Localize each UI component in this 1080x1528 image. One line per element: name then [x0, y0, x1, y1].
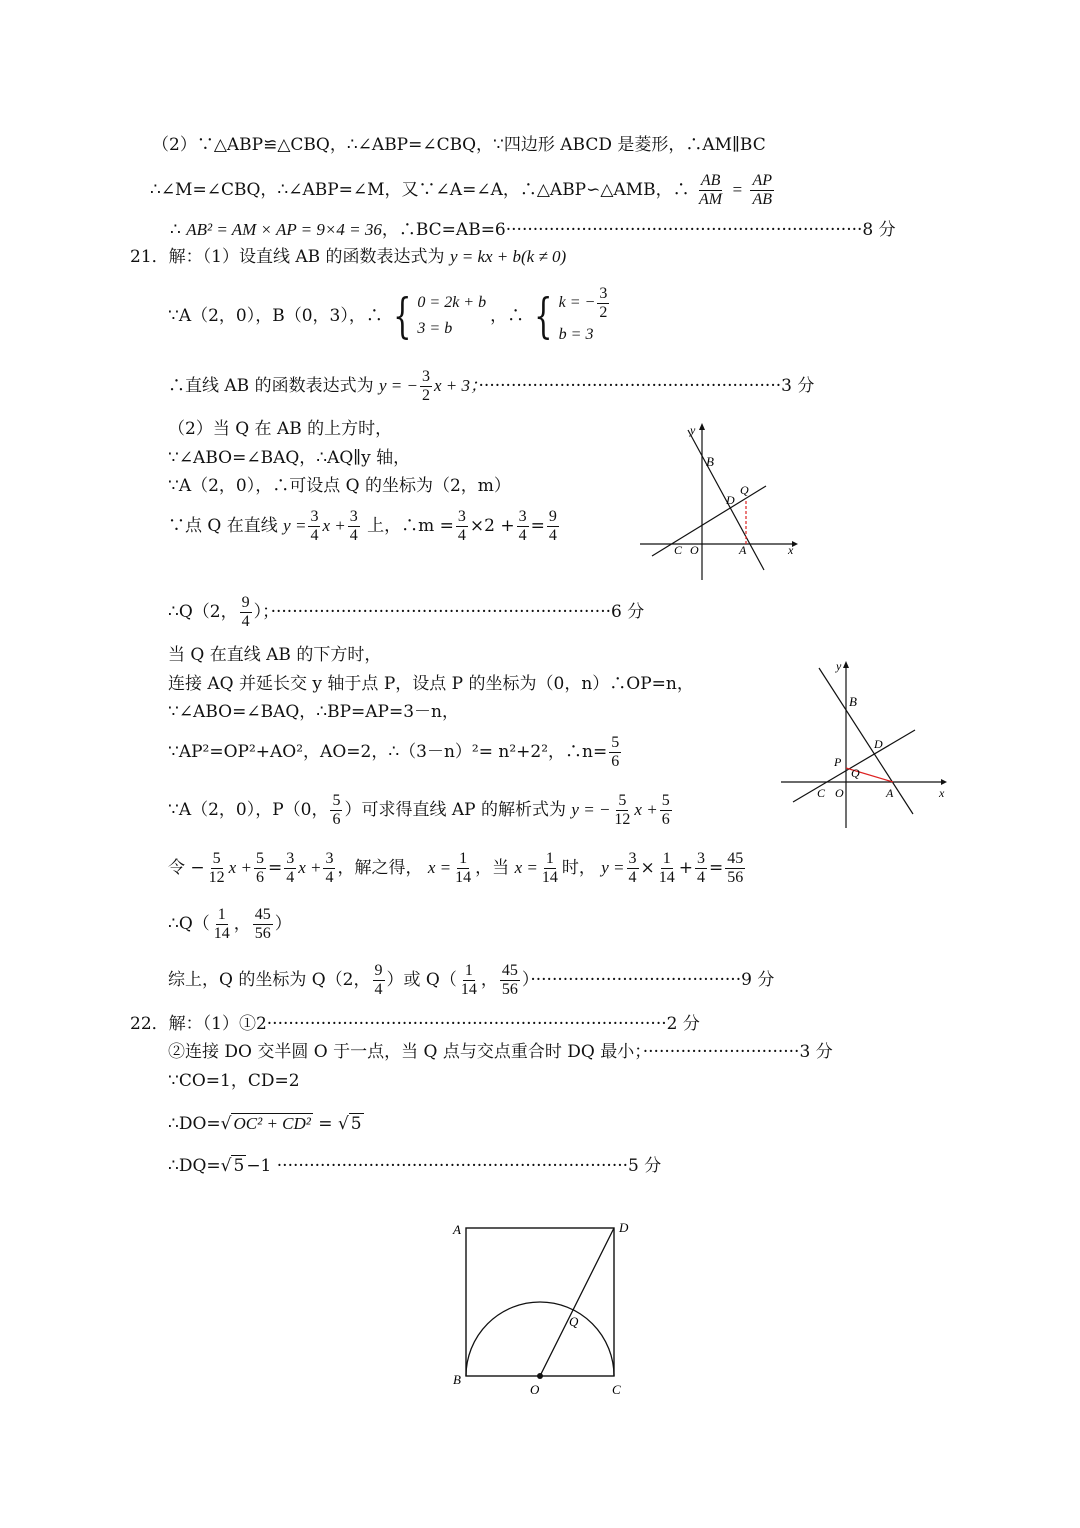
- frac-num: 3: [599, 284, 608, 302]
- q22-text: =: [318, 1114, 333, 1134]
- dots: ·······························································: [270, 602, 612, 622]
- label-a: A: [453, 1222, 461, 1237]
- fraction: [323, 850, 335, 887]
- below-text: ×: [640, 858, 655, 878]
- fraction: [547, 508, 559, 545]
- frac-den: 6: [255, 869, 264, 886]
- frac-den: 4: [349, 527, 358, 544]
- line-cd: [652, 486, 766, 556]
- math-expr: x =: [427, 858, 452, 877]
- q22-text: −1: [246, 1156, 272, 1176]
- fraction: [373, 962, 385, 999]
- below-text: =: [709, 858, 724, 878]
- frac-den: 4: [241, 613, 250, 630]
- frac-num: 3: [286, 850, 295, 867]
- frac-num: 3: [325, 850, 334, 867]
- label-b: B: [453, 1372, 461, 1387]
- label-a: A: [886, 786, 894, 800]
- frac-num: 9: [241, 594, 250, 611]
- label-o: O: [690, 543, 699, 557]
- q22-text: ②连接 DO 交半圆 O 于一点，当 Q 点与交点重合时 DQ 最小；: [168, 1042, 643, 1062]
- frac-den: 4: [286, 869, 295, 886]
- below-line-5: [168, 788, 674, 832]
- equation-system: [387, 290, 486, 342]
- fraction: [540, 850, 560, 887]
- frac-den: 14: [455, 869, 472, 886]
- frac-den: 4: [548, 527, 557, 544]
- below-text: ）可求得直线 AP 的解析式为: [344, 800, 567, 820]
- frac-den: 14: [541, 869, 558, 886]
- frac-num: 5: [212, 850, 221, 867]
- score: 6 分: [611, 602, 645, 622]
- figure-2: [775, 658, 955, 833]
- below-text: ，解之得，: [337, 858, 423, 878]
- label-c: C: [817, 786, 826, 800]
- below-line-2: 连接 AQ 并延长交 y 轴于点 P，设点 P 的坐标为（0，n）∴OP=n，: [168, 674, 694, 694]
- frac-den: 12: [208, 869, 225, 886]
- summary-text: ，: [480, 970, 498, 990]
- fraction: [330, 792, 342, 829]
- below-text: ，当: [475, 858, 510, 878]
- fraction: [212, 906, 232, 943]
- q22-line-5: [168, 1155, 661, 1177]
- system-row: b = 3: [558, 325, 594, 343]
- line-3-text: ，∴BC=AB=6: [381, 220, 506, 240]
- math-expr: x =: [514, 858, 538, 877]
- label-c: C: [612, 1382, 621, 1397]
- frac-den: 2: [421, 387, 430, 404]
- sqrt-sign: √: [220, 1156, 232, 1176]
- score: 3 分: [799, 1042, 833, 1062]
- q21-line-3: [168, 366, 814, 406]
- q21-text: 21．解：（1）设直线 AB 的函数表达式为: [130, 247, 445, 267]
- fraction: [627, 850, 639, 887]
- below-line-3: ∵∠ABO=∠BAQ，∴BP=AP=3－n，: [168, 702, 459, 722]
- frac-num: 5: [661, 792, 670, 809]
- p2-text: ∵点 Q 在直线: [168, 516, 278, 536]
- point-o: [537, 1373, 543, 1379]
- label-y: y: [690, 423, 696, 437]
- fraction: [695, 850, 707, 887]
- p2-text: 上，∴m =: [367, 516, 454, 536]
- frac-num: 5: [332, 792, 341, 809]
- p6-line: [168, 590, 644, 634]
- frac-den: 4: [628, 869, 637, 886]
- math-expr: x +: [228, 858, 252, 877]
- equals: =: [731, 180, 744, 199]
- frac-den: 14: [460, 981, 477, 998]
- frac-num: 45: [727, 850, 744, 867]
- fraction: [420, 368, 432, 405]
- label-b: B: [706, 454, 714, 469]
- frac-den: 56: [501, 981, 518, 998]
- frac-num: 3: [518, 508, 527, 525]
- frac-den: 56: [727, 869, 744, 886]
- line-2: [150, 172, 776, 209]
- summary-text: ）或 Q（: [386, 970, 457, 990]
- q22-line-4: [168, 1113, 364, 1135]
- below-line-1: 当 Q 在直线 AB 的下方时，: [168, 645, 382, 665]
- system-row-text: k = −: [558, 293, 596, 311]
- below-text: ）: [274, 914, 292, 934]
- frac-num: 5: [255, 850, 264, 867]
- label-c: C: [674, 543, 683, 557]
- math-expr: y =: [601, 858, 625, 877]
- line-ab: [819, 668, 913, 814]
- p2-line-4: [168, 506, 561, 546]
- y-axis-arrow-icon: [843, 661, 849, 668]
- label-p: P: [834, 755, 842, 769]
- fraction: [253, 906, 273, 943]
- score: 8 分: [862, 220, 896, 240]
- figure-1: [632, 420, 802, 585]
- frac-num: AB: [700, 172, 721, 189]
- y-axis-arrow-icon: [699, 423, 705, 430]
- math-expr: AB² = AM × AP = 9×4 = 36: [186, 220, 382, 239]
- summary-text: ）: [521, 970, 531, 990]
- label-d: D: [619, 1220, 629, 1235]
- p2-line-1: （2）当 Q 在 AB 的上方时，: [168, 419, 393, 439]
- score: 3 分: [781, 376, 815, 396]
- frac-num: 5: [611, 734, 620, 751]
- frac-num: 3: [628, 850, 637, 867]
- label-x: x: [788, 543, 794, 557]
- frac-den: 6: [661, 811, 670, 828]
- line-2-text: ∴∠M=∠CBQ，∴∠ABP=∠M，又∵∠A=∠A，∴△ABP∽△AMB，∴: [150, 180, 690, 200]
- frac-den: 6: [611, 753, 620, 770]
- math-expr: y = −: [378, 376, 418, 395]
- q22-text: ∴DQ=: [168, 1156, 221, 1176]
- frac-num: 3: [421, 368, 430, 385]
- line-3: [170, 219, 896, 241]
- frac-den: 12: [614, 811, 631, 828]
- frac-den: 4: [518, 527, 527, 544]
- label-b: B: [849, 694, 857, 709]
- dots: ·································································: [276, 1156, 629, 1176]
- label-d: D: [726, 493, 735, 507]
- frac-den: 4: [374, 981, 383, 998]
- frac-den: AM: [699, 191, 723, 208]
- q22-line-2: [168, 1041, 833, 1063]
- math-expr: x +: [322, 516, 346, 535]
- frac-num: 1: [217, 906, 226, 923]
- label-q: Q: [569, 1314, 579, 1329]
- below-line-7: [168, 902, 292, 946]
- equation-system: [528, 285, 611, 348]
- fraction: [284, 850, 296, 887]
- frac-den: 4: [310, 527, 319, 544]
- frac-num: 1: [545, 850, 554, 867]
- frac-den: 56: [254, 925, 271, 942]
- below-text: 时，: [561, 858, 596, 878]
- p2-text: =: [530, 516, 545, 536]
- system-row: 0 = 2k + b: [417, 294, 487, 311]
- frac-den: 14: [658, 869, 675, 886]
- frac-num: 1: [662, 850, 671, 867]
- fraction: [725, 850, 745, 887]
- frac-den: 4: [457, 527, 466, 544]
- fraction: [660, 792, 672, 829]
- therefore: ∴: [170, 220, 181, 240]
- fraction: [597, 285, 609, 322]
- x-axis-arrow-icon: [941, 779, 947, 785]
- brace-icon: {: [534, 288, 553, 344]
- label-q: Q: [740, 483, 749, 497]
- below-text: ∵AP²=OP²+AO²，AO=2，∴（3－n）²= n²+2²，∴n=: [168, 742, 608, 762]
- label-x: x: [939, 786, 945, 800]
- sqrt-body: OC² + CD²: [233, 1114, 311, 1133]
- math-expr: x +: [634, 800, 658, 819]
- sqrt-sign: √: [337, 1114, 349, 1134]
- fraction: [609, 734, 621, 771]
- label-o: O: [835, 786, 844, 800]
- label-a: A: [739, 543, 747, 557]
- dots: ·······································: [530, 970, 742, 990]
- brace-icon: {: [392, 288, 412, 344]
- fraction: [750, 172, 774, 209]
- summary-line: [168, 958, 774, 1002]
- fraction: [254, 850, 266, 887]
- figure-3: [440, 1212, 640, 1402]
- fraction: [453, 850, 473, 887]
- semicircle: [466, 1302, 614, 1376]
- q22-text: 22．解：（1）①2: [130, 1014, 267, 1034]
- math-expr: y =: [283, 516, 307, 535]
- sqrt-body: 5: [233, 1156, 245, 1176]
- fraction: [500, 962, 520, 999]
- below-text: ∴Q（: [168, 914, 210, 934]
- frac-num: 3: [457, 508, 466, 525]
- frac-num: AP: [752, 172, 772, 189]
- system-row: 3 = b: [417, 320, 453, 337]
- fraction: [517, 508, 529, 545]
- line-1: （2）∵△ABP≌△CBQ，∴∠ABP=∠CBQ，∵四边形 ABCD 是菱形，∴AM∥BC: [152, 135, 766, 155]
- line-do: [540, 1228, 614, 1376]
- summary-text: 综上，Q 的坐标为 Q（2，: [168, 970, 371, 990]
- dots: ························································: [478, 376, 782, 396]
- frac-den: 4: [697, 869, 706, 886]
- below-text: =: [267, 858, 283, 878]
- math-expr: y = −: [571, 800, 611, 819]
- dots: ··········································································: [266, 1014, 667, 1034]
- p2-text: ×2 +: [469, 516, 515, 536]
- fraction: [459, 962, 479, 999]
- frac-num: 45: [501, 962, 518, 979]
- fraction: [657, 850, 677, 887]
- math-expr: x +: [298, 858, 322, 877]
- dots: ·····························: [642, 1042, 800, 1062]
- sqrt-sign: √: [220, 1114, 232, 1134]
- q21-line-2: [168, 282, 615, 350]
- frac-den: AB: [752, 191, 772, 208]
- score: 5 分: [628, 1156, 662, 1176]
- sqrt-body: 5: [350, 1114, 362, 1134]
- fraction: [612, 792, 632, 829]
- q22-text: ∴DO=: [168, 1114, 221, 1134]
- q22-line-3: ∵CO=1，CD=2: [168, 1071, 300, 1091]
- system-rows: [559, 285, 612, 348]
- frac-den: 6: [332, 811, 341, 828]
- frac-num: 3: [310, 508, 319, 525]
- frac-num: 9: [548, 508, 557, 525]
- frac-num: 3: [697, 850, 706, 867]
- frac-num: 9: [374, 962, 383, 979]
- frac-den: 14: [213, 925, 230, 942]
- frac-num: 1: [464, 962, 473, 979]
- frac-den: 2: [599, 303, 608, 321]
- fraction: [308, 508, 320, 545]
- frac-num: 1: [459, 850, 468, 867]
- q21-text: ∵A（2，0），B（0，3），∴: [168, 306, 383, 326]
- frac-num: 45: [254, 906, 271, 923]
- q22-line-1: [130, 1013, 700, 1035]
- score: 9 分: [741, 970, 775, 990]
- label-y: y: [836, 659, 842, 673]
- q21-text: ，∴: [490, 306, 525, 326]
- below-line-6: [168, 846, 747, 890]
- p2-line-3: ∵A（2，0），∴可设点 Q 的坐标为（2，m）: [168, 476, 511, 496]
- fraction: [207, 850, 227, 887]
- system-rows: [417, 290, 486, 342]
- below-text: 令 −: [168, 858, 205, 878]
- math-expr: y = kx + b(k ≠ 0): [449, 247, 567, 266]
- frac-den: 4: [325, 869, 334, 886]
- below-line-4: [168, 732, 623, 772]
- q21-line-1: [130, 246, 566, 268]
- fraction: [456, 508, 468, 545]
- label-o: O: [530, 1382, 540, 1397]
- fraction: [697, 172, 724, 209]
- fraction: [240, 594, 252, 631]
- score: 2 分: [666, 1014, 700, 1034]
- below-text: ∵A（2，0），P（0，: [168, 800, 329, 820]
- p6-text: ∴Q（2，: [168, 602, 238, 622]
- frac-num: 3: [349, 508, 358, 525]
- system-row: [559, 285, 612, 322]
- math-expr: x + 3；: [433, 376, 479, 395]
- label-d: D: [874, 737, 883, 751]
- dots: ··································································: [505, 220, 863, 240]
- frac-num: 5: [618, 792, 627, 809]
- label-q: Q: [851, 766, 860, 780]
- q21-text: ∴直线 AB 的函数表达式为: [168, 376, 374, 396]
- below-text: +: [678, 858, 694, 878]
- below-text: ，: [233, 914, 251, 934]
- p2-line-2: ∵∠ABO=∠BAQ，∴AQ∥y 轴，: [168, 448, 411, 468]
- p6-text: ）；: [253, 602, 271, 622]
- fraction: [348, 508, 360, 545]
